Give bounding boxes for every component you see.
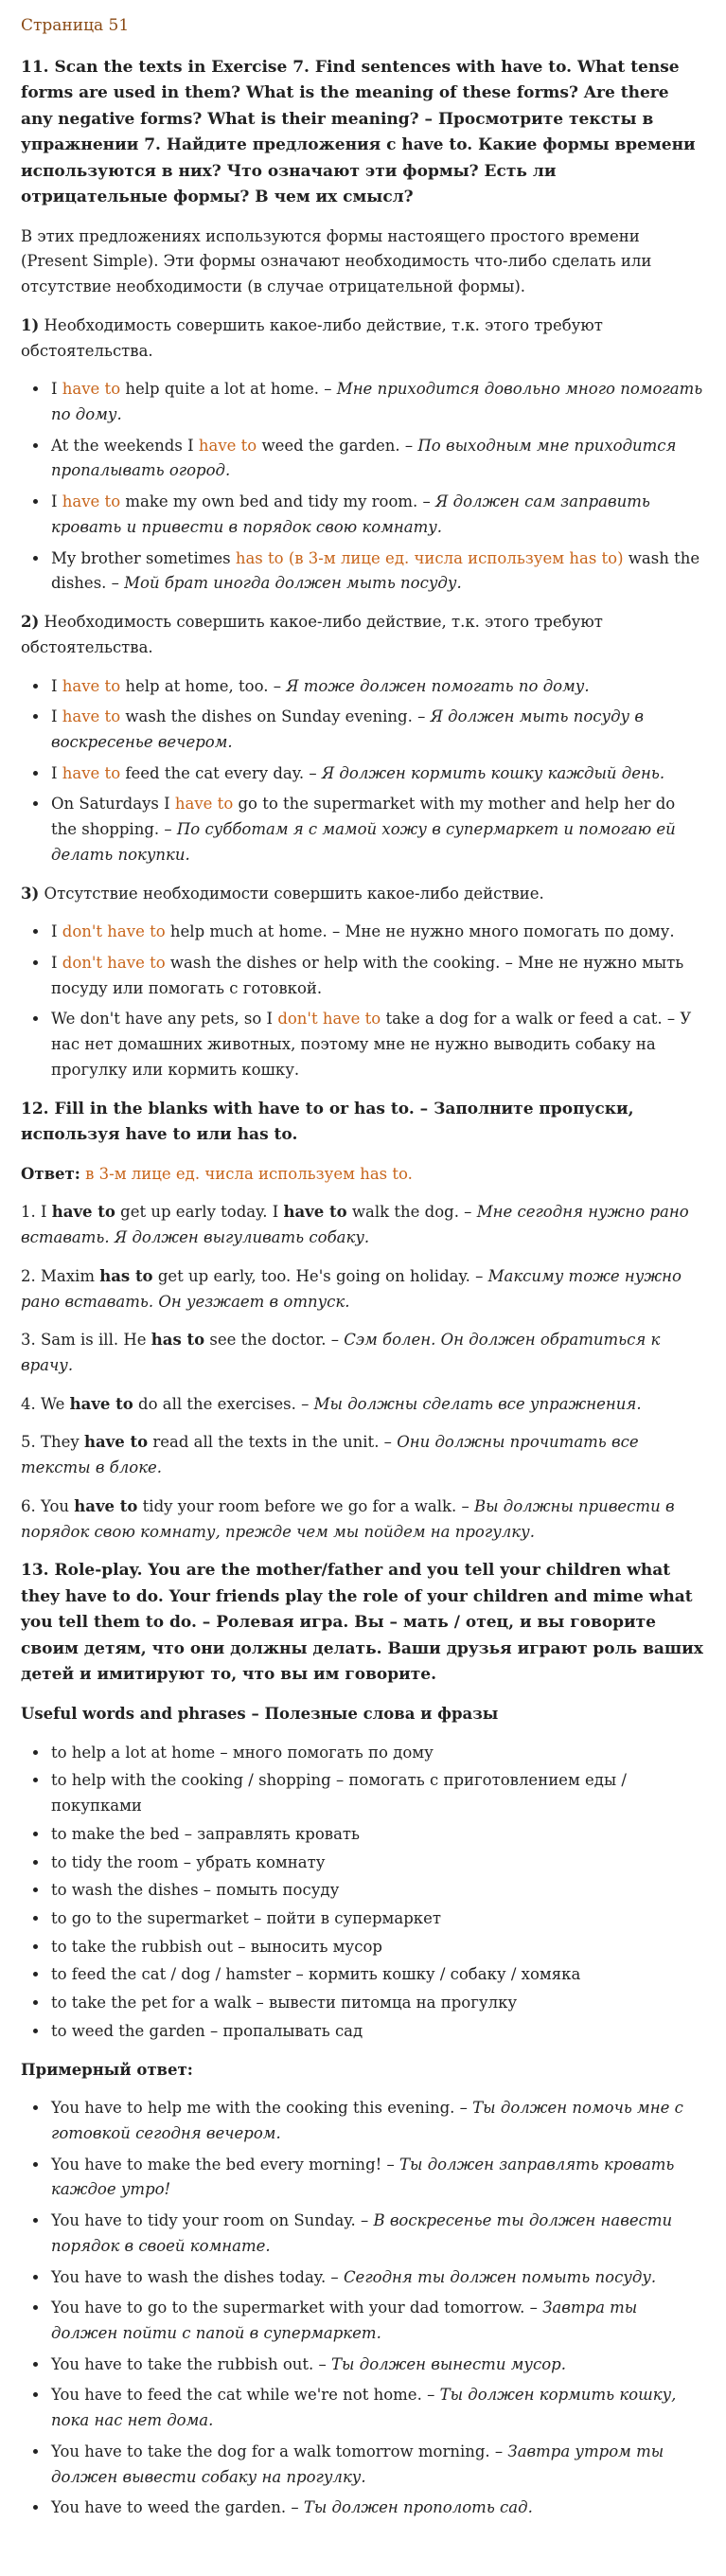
filled-blank: have to (74, 1496, 138, 1515)
translation: Ты должен вынести мусор. (331, 2354, 566, 2373)
translation: Я должен мыть посуду в воскресенье вечером. (51, 707, 644, 751)
sample-item (49, 2440, 705, 2490)
item-number: 2. (21, 1266, 36, 1285)
translation: По субботам я с мамой хожу в супермаркет и помогаю ей делать покупки. (51, 820, 676, 864)
text-part: Maxim (41, 1266, 100, 1285)
answer-label: Ответ: (21, 1164, 80, 1183)
text-part: read all the texts in the unit. – (148, 1433, 398, 1452)
samples-list (21, 2096, 705, 2521)
exercise-11-intro: В этих предложениях используются формы настоящего простого времени (Present Simple). Эти формы означают необходимость что-либо сделать или отсутствие необходимости (в случае отрицательной формы). (21, 226, 652, 296)
item-number: 5. (21, 1433, 36, 1452)
sentence-end: wash the dishes or help with the cooking. – Мне не нужно мыть посуду или помогать с готовкой. (51, 953, 684, 997)
sample-english: You have to wash the dishes today. – (51, 2267, 344, 2286)
phrase-item: • to go to the supermarket – пойти в супермаркет (49, 1906, 705, 1932)
list-item (49, 705, 705, 755)
filled-blank: has to (151, 1331, 205, 1350)
sample-item (49, 2296, 705, 2346)
translation: Вы должны привести в порядок свою комнату, прежде чем мы пойдем на прогулку. (21, 1496, 675, 1541)
group-title (21, 610, 705, 660)
highlight-have-to: have to (174, 795, 234, 814)
text-part: get up early, too. He's going on holiday. – (152, 1266, 488, 1285)
text-part: see the doctor. – (204, 1331, 345, 1350)
highlight-have-to: don't have to (62, 922, 166, 941)
list-item (49, 1007, 705, 1082)
group-number: 3) (21, 884, 40, 903)
sample-english: You have to tidy your room on Sunday. – (51, 2211, 374, 2230)
sentence-start: We don't have any pets, so I (51, 1010, 278, 1029)
sample-item (49, 2153, 705, 2203)
highlight-have-to: have to (62, 707, 121, 726)
item-number: 3. (21, 1331, 36, 1350)
sentence-end: wash the dishes on Sunday evening. – (120, 707, 431, 726)
text-part: walk the dog. – (346, 1203, 477, 1222)
list-item (49, 792, 705, 868)
sentence-start: I (51, 953, 62, 972)
exercise-11-groups (21, 313, 705, 1083)
group-list (21, 377, 705, 597)
filled-blank: has to (99, 1266, 153, 1285)
translation: Они должны прочитать все тексты в блоке. (21, 1433, 639, 1477)
phrase-item: • to make the bed – заправлять кровать (49, 1822, 705, 1848)
sentence-start: I (51, 492, 62, 511)
highlight-have-to: have to (62, 492, 121, 511)
highlight-have-to: have to (62, 676, 121, 695)
sentence-start: I (51, 763, 62, 782)
translation: Ты должен заправлять кровать каждое утро! (51, 2155, 675, 2199)
answer-note: в 3-м лице ед. числа используем has to. (85, 1164, 413, 1183)
answer-item (21, 1494, 705, 1545)
highlight-have-to: don't have to (62, 953, 166, 972)
sentence-start: I (51, 380, 62, 399)
translation: Завтра ты должен пойти с папой в супермаркет. (51, 2299, 638, 2342)
list-item (49, 920, 705, 945)
group-list (21, 674, 705, 868)
sentence-start: I (51, 922, 62, 941)
phrase-item: • to take the rubbish out – выносить мусор (49, 1935, 705, 1960)
list-item (49, 546, 705, 597)
answer-item (21, 1328, 705, 1378)
exercise-13-heading: 13. Role-play. You are the mother/father and you tell your children what they have to do. Your friends play the role of your children and mime what you tell them to do. – Ролевая игра. Вы – мать / отец, и вы говорите своим детям, что они должны делать. Ваши друзья играют роль ваших детей и имитируют то, что вы им говорите. (21, 1561, 703, 1685)
answer-item (21, 1200, 705, 1250)
list-item (49, 674, 705, 700)
group-number: 1) (21, 315, 40, 334)
phrase-item: • to tidy the room – убрать комнату (49, 1851, 705, 1876)
sentence-end: take a dog for a walk or feed a cat. – У нас нет домашних животных, поэтому мне не нужно выводить собаку на прогулку или кормить кошку. (51, 1010, 692, 1079)
phrase-item: • to take the pet for a walk – вывести питомца на прогулку (49, 1991, 705, 2016)
page-label: Страница 51 (21, 16, 130, 35)
sample-english: You have to take the dog for a walk tomorrow morning. – (51, 2442, 508, 2460)
group-title-text: Необходимость совершить какое-либо действие, т.к. этого требуют обстоятельства. (21, 315, 603, 360)
list-item (49, 377, 705, 427)
sentence-end: help quite a lot at home. – (120, 380, 337, 399)
sentence-start: On Saturdays I (51, 795, 175, 814)
sentence-start: At the weekends I (51, 436, 199, 455)
phrase-item: • to help a lot at home – много помогать по дому (49, 1741, 705, 1766)
text-part: tidy your room before we go for a walk. – (137, 1496, 474, 1515)
sentence-end: weed the garden. – (257, 436, 418, 455)
group-title-text: Необходимость совершить какое-либо действие, т.к. этого требуют обстоятельства. (21, 613, 603, 656)
translation: Я тоже должен помогать по дому. (286, 676, 590, 695)
translation: Максиму тоже нужно рано вставать. Он уезжает в отпуск. (21, 1266, 682, 1311)
list-item (49, 490, 705, 540)
filled-blank: have to (83, 1433, 149, 1452)
translation: Я должен кормить кошку каждый день. (321, 763, 665, 782)
sample-item (49, 2496, 705, 2521)
sentence-end: go to the supermarket with my mother and help her do the shopping. – (51, 795, 676, 839)
sample-english: You have to feed the cat while we're not home. – (51, 2386, 440, 2405)
sentence-end: help much at home. – Мне не нужно много помогать по дому. (165, 922, 675, 941)
answer-item (21, 1264, 705, 1315)
translation: Ты должен помочь мне с готовкой сегодня вечером. (51, 2099, 683, 2142)
phrase-item: • to help with the cooking / shopping – помогать с приготовлением еды / покупками (49, 1768, 705, 1818)
group-number: 2) (21, 613, 40, 632)
translation: В воскресенье ты должен навести порядок в своей комнате. (51, 2211, 673, 2255)
translation: Ты должен прополоть сад. (303, 2498, 533, 2517)
text-part: They (41, 1433, 84, 1452)
sentence-end: make my own bed and tidy my room. – (120, 492, 436, 511)
translation: Мой брат иногда должен мыть посуду. (124, 574, 462, 593)
sentence-end: help at home, too. – (120, 676, 287, 695)
text-part: I (41, 1203, 52, 1222)
exercise-11-heading: 11. Scan the texts in Exercise 7. Find sentences with have to. What tense forms are used in them? What is the meaning of these forms? Are there any negative forms? What is their meaning? – Просмотрите тексты в упражнении 7. Найдите предложения с have to. Какие формы времени используются в них? Что означают эти формы? Есть ли отрицательные формы? В чем их смысл? (21, 57, 696, 207)
sample-item (49, 2265, 705, 2291)
sample-item (49, 2383, 705, 2433)
sentence-end: feed the cat every day. – (120, 763, 322, 782)
item-number: 4. (21, 1394, 36, 1413)
exercise-12-items (21, 1200, 705, 1545)
filled-blank: have to (283, 1203, 347, 1222)
item-number: 6. (21, 1496, 36, 1515)
list-item (49, 761, 705, 787)
sample-title: Примерный ответ: (21, 2060, 193, 2079)
translation: Завтра утром ты должен вывести собаку на прогулку. (51, 2442, 664, 2486)
highlight-have-to: have to (62, 380, 121, 399)
text-part: You (41, 1496, 75, 1515)
translation: Мне приходится довольно много помогать по дому. (51, 380, 703, 424)
highlight-have-to: don't have to (277, 1010, 381, 1029)
translation: Сегодня ты должен помыть посуду. (343, 2267, 657, 2286)
translation: Ты должен кормить кошку, пока нас нет дома. (51, 2386, 677, 2430)
translation: По выходным мне приходится пропалывать огород. (51, 436, 677, 480)
sample-item (49, 2096, 705, 2146)
sentence-end: wash the dishes. – (51, 548, 700, 593)
phrase-item: • to weed the garden – пропалывать сад (49, 2019, 705, 2045)
sample-english: You have to help me with the cooking this evening. – (51, 2099, 473, 2118)
sample-english: You have to weed the garden. – (51, 2498, 304, 2517)
translation: Мы должны сделать все упражнения. (313, 1394, 642, 1413)
filled-blank: have to (69, 1394, 133, 1413)
answer-item (21, 1392, 705, 1418)
phrase-item: • to wash the dishes – помыть посуду (49, 1878, 705, 1904)
group-title (21, 882, 705, 907)
text-part: get up early today. I (115, 1203, 284, 1222)
exercise-12-answer (21, 1162, 705, 1188)
list-item (49, 951, 705, 1001)
group-title (21, 313, 705, 364)
group-title-text: Отсутствие необходимости совершить какое-либо действие. (44, 884, 544, 903)
phrase-item: • to feed the cat / dog / hamster – кормить кошку / собаку / хомяка (49, 1962, 705, 1988)
sample-english: You have to go to the supermarket with your dad tomorrow. – (51, 2299, 543, 2317)
sample-english: You have to make the bed every morning! – (51, 2155, 399, 2174)
translation: Мне сегодня нужно рано вставать. Я должен выгуливать собаку. (21, 1203, 689, 1247)
item-number: 1. (21, 1203, 36, 1222)
text-part: We (41, 1394, 70, 1413)
exercise-12-heading: 12. Fill in the blanks with have to or has to. – Заполните пропуски, используя have to или has to. (21, 1099, 634, 1145)
highlight-have-to: have to (62, 763, 121, 782)
translation: Сэм болен. Он должен обратиться к врачу. (21, 1331, 661, 1374)
highlight-have-to: have to (198, 436, 257, 455)
text-part: Sam is ill. He (41, 1331, 151, 1350)
sentence-start: I (51, 707, 62, 726)
sample-english: You have to take the rubbish out. – (51, 2354, 332, 2373)
filled-blank: have to (51, 1203, 115, 1222)
group-list (21, 920, 705, 1082)
text-part: do all the exercises. – (133, 1394, 314, 1413)
phrases-list (21, 1741, 705, 2045)
translation: Я должен сам заправить кровать и привести в порядок свою комнату. (51, 492, 650, 536)
answer-item (21, 1430, 705, 1480)
list-item (49, 434, 705, 484)
highlight-have-to: has to (в 3-м лице ед. числа используем has to) (235, 548, 624, 567)
phrases-title: Useful words and phrases – Полезные слова и фразы (21, 1704, 499, 1723)
sentence-start: I (51, 676, 62, 695)
sample-item (49, 2352, 705, 2378)
sentence-start: My brother sometimes (51, 548, 236, 567)
sample-item (49, 2209, 705, 2259)
